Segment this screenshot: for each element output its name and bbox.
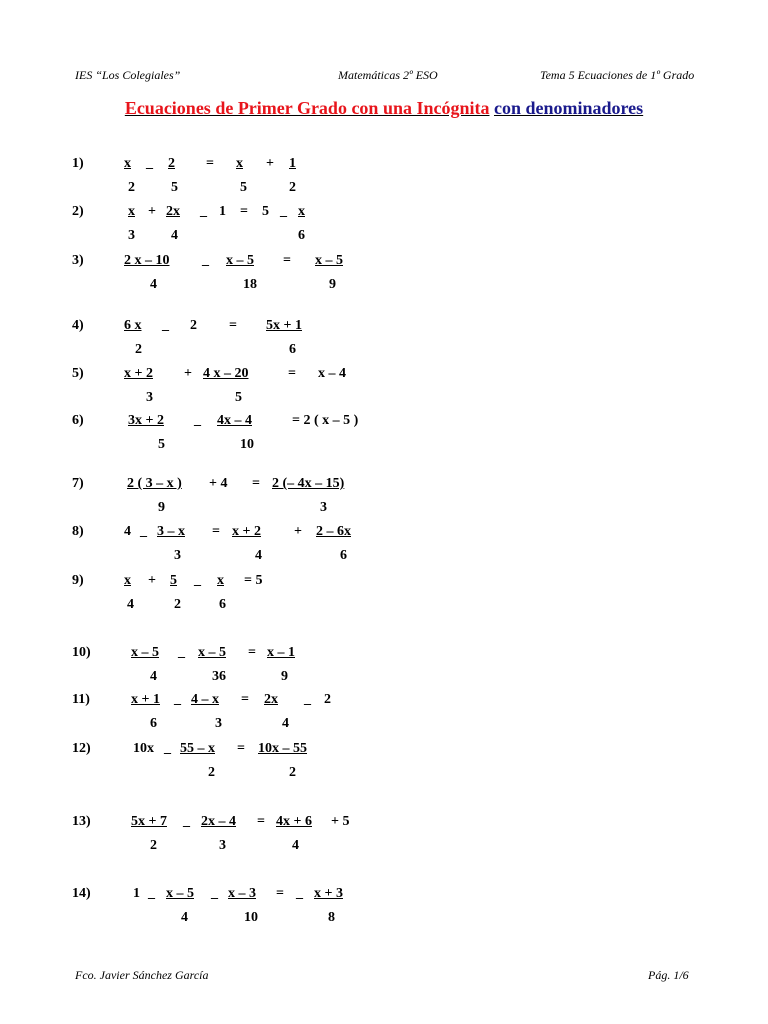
- operator: =: [276, 886, 284, 901]
- equation-number: 11): [72, 692, 90, 707]
- equation-11: [0, 692, 768, 740]
- numerator: x – 5: [226, 253, 254, 268]
- term: 2: [324, 692, 331, 707]
- term: = 2 ( x – 5 ): [292, 413, 359, 428]
- header-subject: Matemáticas 2º ESO: [338, 68, 438, 82]
- denominator: 5: [171, 180, 178, 195]
- numerator: 55 – x: [180, 741, 215, 756]
- page-title: [0, 98, 768, 119]
- operator: _: [146, 156, 153, 171]
- footer-page-number: Pág. 1/6: [648, 968, 689, 982]
- operator: =: [237, 741, 245, 756]
- denominator: 4: [150, 277, 157, 292]
- operator: _: [296, 886, 303, 901]
- term: 10x: [133, 741, 154, 756]
- equation-7: [0, 476, 768, 524]
- denominator: 4: [282, 716, 289, 731]
- operator: _: [304, 692, 311, 707]
- denominator: 5: [235, 390, 242, 405]
- numerator: x: [298, 204, 305, 219]
- operator: =: [283, 253, 291, 268]
- header-school: IES “Los Colegiales”: [75, 68, 181, 82]
- equation-3: [0, 253, 768, 301]
- title-sub: con denominadores: [493, 98, 644, 118]
- denominator: 2: [174, 597, 181, 612]
- numerator: 2 ( 3 – x ): [127, 476, 182, 491]
- numerator: x – 3: [228, 886, 256, 901]
- operator: _: [140, 524, 147, 539]
- numerator: 4x – 4: [217, 413, 252, 428]
- numerator: 2x: [264, 692, 278, 707]
- numerator: 2 – 6x: [316, 524, 351, 539]
- denominator: 10: [240, 437, 254, 452]
- denominator: 5: [240, 180, 247, 195]
- numerator: x + 2: [124, 366, 153, 381]
- denominator: 10: [244, 910, 258, 925]
- operator: _: [164, 741, 171, 756]
- denominator: 2: [128, 180, 135, 195]
- numerator: 2 (– 4x – 15): [272, 476, 345, 491]
- denominator: 9: [158, 500, 165, 515]
- denominator: 9: [329, 277, 336, 292]
- denominator: 18: [243, 277, 257, 292]
- numerator: 4x + 6: [276, 814, 312, 829]
- term: 2: [190, 318, 197, 333]
- denominator: 8: [328, 910, 335, 925]
- equation-9: [0, 573, 768, 621]
- equation-number: 1): [72, 156, 84, 171]
- operator: =: [229, 318, 237, 333]
- numerator: 2x – 4: [201, 814, 236, 829]
- denominator: 3: [320, 500, 327, 515]
- term: = 5: [244, 573, 263, 588]
- numerator: x + 1: [131, 692, 160, 707]
- numerator: x: [128, 204, 135, 219]
- denominator: 3: [219, 838, 226, 853]
- denominator: 4: [171, 228, 178, 243]
- numerator: 10x – 55: [258, 741, 307, 756]
- operator: +: [184, 366, 192, 381]
- equation-number: 2): [72, 204, 84, 219]
- denominator: 3: [215, 716, 222, 731]
- operator: _: [280, 204, 287, 219]
- numerator: x – 5: [315, 253, 343, 268]
- denominator: 2: [135, 342, 142, 357]
- term: + 4: [209, 476, 228, 491]
- denominator: 2: [289, 765, 296, 780]
- denominator: 3: [174, 548, 181, 563]
- title-main: Ecuaciones de Primer Grado con una Incógnita: [124, 98, 490, 118]
- equation-5: [0, 366, 768, 414]
- operator: +: [266, 156, 274, 171]
- equation-number: 9): [72, 573, 84, 588]
- operator: =: [206, 156, 214, 171]
- numerator: x: [236, 156, 243, 171]
- equation-8: [0, 524, 768, 572]
- equation-number: 8): [72, 524, 84, 539]
- denominator: 4: [127, 597, 134, 612]
- numerator: 6 x: [124, 318, 142, 333]
- equation-13: [0, 814, 768, 862]
- operator: +: [148, 573, 156, 588]
- numerator: x + 3: [314, 886, 343, 901]
- equation-number: 7): [72, 476, 84, 491]
- operator: _: [200, 204, 207, 219]
- equation-14: [0, 886, 768, 934]
- term: 1: [219, 204, 226, 219]
- equation-number: 4): [72, 318, 84, 333]
- numerator: 3 – x: [157, 524, 185, 539]
- numerator: 5x + 7: [131, 814, 167, 829]
- numerator: x + 2: [232, 524, 261, 539]
- equation-10: [0, 645, 768, 693]
- numerator: 2x: [166, 204, 180, 219]
- equation-1: [0, 156, 768, 204]
- operator: =: [241, 692, 249, 707]
- numerator: x: [124, 573, 131, 588]
- equation-number: 5): [72, 366, 84, 381]
- numerator: x: [124, 156, 131, 171]
- equation-number: 6): [72, 413, 84, 428]
- term: 1: [133, 886, 140, 901]
- operator: _: [194, 573, 201, 588]
- numerator: 1: [289, 156, 296, 171]
- equation-number: 12): [72, 741, 91, 756]
- operator: _: [202, 253, 209, 268]
- numerator: x – 1: [267, 645, 295, 660]
- numerator: 4 – x: [191, 692, 219, 707]
- operator: _: [183, 814, 190, 829]
- equation-6: [0, 413, 768, 461]
- denominator: 4: [255, 548, 262, 563]
- numerator: 5: [170, 573, 177, 588]
- operator: =: [248, 645, 256, 660]
- header-topic: Tema 5 Ecuaciones de 1º Grado: [540, 68, 695, 82]
- numerator: 5x + 1: [266, 318, 302, 333]
- numerator: x – 5: [131, 645, 159, 660]
- denominator: 3: [128, 228, 135, 243]
- operator: _: [148, 886, 155, 901]
- operator: =: [240, 204, 248, 219]
- operator: =: [252, 476, 260, 491]
- operator: +: [148, 204, 156, 219]
- numerator: x: [217, 573, 224, 588]
- denominator: 6: [289, 342, 296, 357]
- operator: _: [178, 645, 185, 660]
- numerator: 2 x – 10: [124, 253, 170, 268]
- equation-number: 14): [72, 886, 91, 901]
- operator: _: [174, 692, 181, 707]
- equation-number: 3): [72, 253, 84, 268]
- term: 5: [262, 204, 269, 219]
- numerator: 3x + 2: [128, 413, 164, 428]
- equation-2: [0, 204, 768, 252]
- denominator: 2: [289, 180, 296, 195]
- denominator: 3: [146, 390, 153, 405]
- denominator: 9: [281, 669, 288, 684]
- denominator: 2: [208, 765, 215, 780]
- operator: _: [194, 413, 201, 428]
- equation-number: 13): [72, 814, 91, 829]
- operator: =: [212, 524, 220, 539]
- denominator: 5: [158, 437, 165, 452]
- term: x – 4: [318, 366, 346, 381]
- operator: =: [288, 366, 296, 381]
- equation-number: 10): [72, 645, 91, 660]
- term: 4: [124, 524, 131, 539]
- operator: _: [211, 886, 218, 901]
- denominator: 4: [150, 669, 157, 684]
- numerator: x – 5: [198, 645, 226, 660]
- denominator: 6: [340, 548, 347, 563]
- denominator: 6: [219, 597, 226, 612]
- denominator: 4: [292, 838, 299, 853]
- operator: _: [162, 318, 169, 333]
- denominator: 2: [150, 838, 157, 853]
- numerator: x – 5: [166, 886, 194, 901]
- denominator: 6: [298, 228, 305, 243]
- operator: +: [294, 524, 302, 539]
- denominator: 6: [150, 716, 157, 731]
- footer-author: Fco. Javier Sánchez García: [75, 968, 209, 982]
- equation-4: [0, 318, 768, 366]
- term: + 5: [331, 814, 350, 829]
- numerator: 2: [168, 156, 175, 171]
- operator: =: [257, 814, 265, 829]
- equation-12: [0, 741, 768, 789]
- denominator: 36: [212, 669, 226, 684]
- numerator: 4 x – 20: [203, 366, 249, 381]
- denominator: 4: [181, 910, 188, 925]
